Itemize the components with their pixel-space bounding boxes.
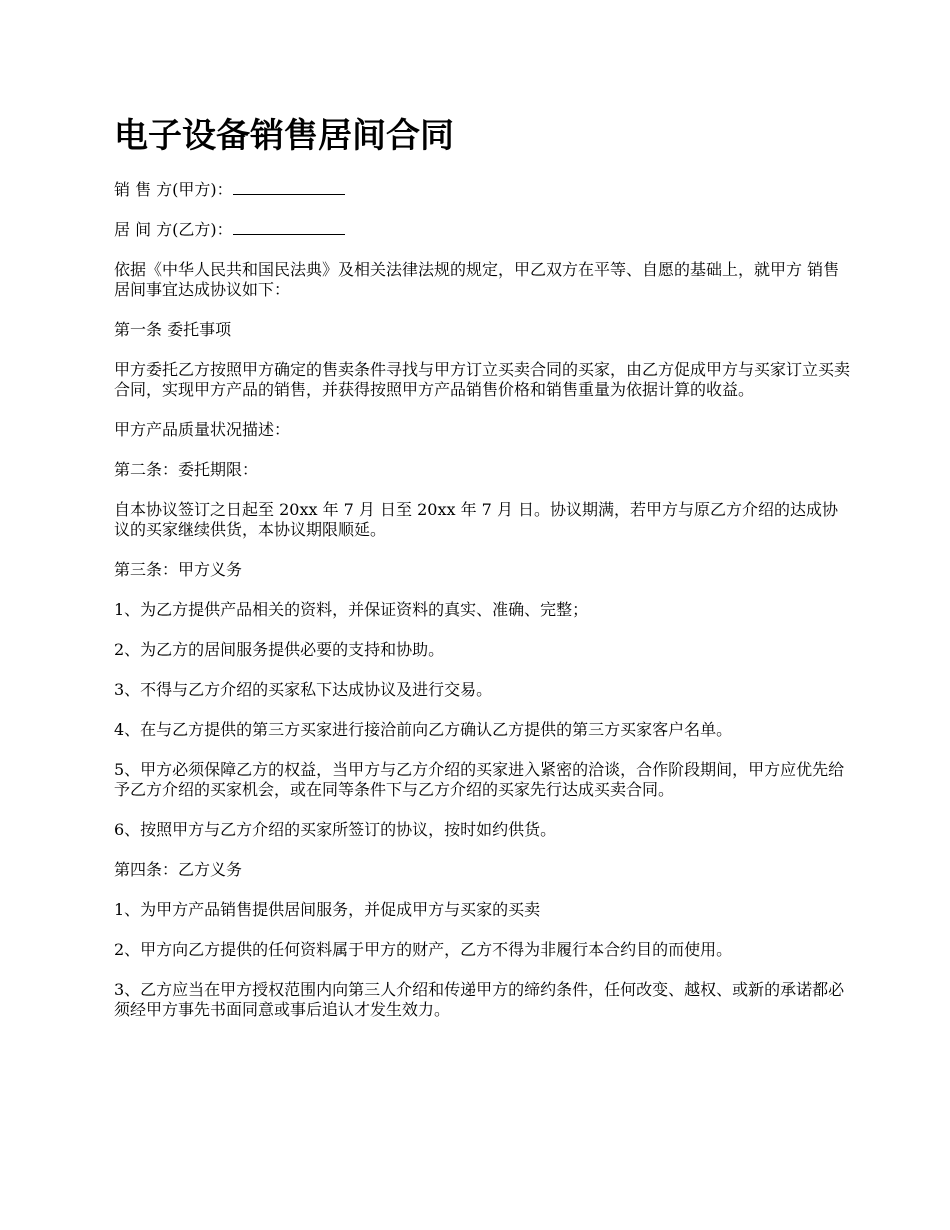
- seller-name-blank: [233, 180, 345, 195]
- article-4-item-1: 1、为甲方产品销售提供居间服务，并促成甲方与买家的买卖: [114, 900, 541, 919]
- seller-label: 销 售 方(甲方)：: [114, 180, 233, 199]
- seller-party-line: [114, 180, 854, 200]
- article-3-item-6: 6、按照甲方与乙方介绍的买家所签订的协议，按时如约供货。: [114, 820, 557, 839]
- article-2-heading: 第二条：委托期限：: [114, 460, 259, 479]
- article-3-item-4: 4、在与乙方提供的第三方买家进行接洽前向乙方确认乙方提供的第三方买家客户名单。: [114, 720, 733, 739]
- article-3-item-3: 3、不得与乙方介绍的买家私下达成协议及进行交易。: [114, 680, 493, 699]
- broker-name-blank: [233, 220, 345, 235]
- broker-label: 居 间 方(乙方)：: [114, 220, 233, 239]
- article-1-body: 甲方委托乙方按照甲方确定的售卖条件寻找与甲方订立买卖合同的买家，由乙方促成甲方与买家订立买卖合同，实现甲方产品的销售，并获得按照甲方产品销售价格和销售重量为依据计算的收益。: [114, 360, 851, 399]
- preamble-paragraph: 依据《中华人民共和国民法典》及相关法律法规的规定，甲乙双方在平等、自愿的基础上，就甲方 销售居间事宜达成协议如下：: [114, 260, 840, 299]
- article-4-item-2: 2、甲方向乙方提供的任何资料属于甲方的财产，乙方不得为非履行本合约目的而使用。: [114, 940, 733, 959]
- article-3-heading: 第三条：甲方义务: [114, 560, 243, 579]
- broker-party-line: [114, 220, 854, 240]
- article-3-item-1: 1、为乙方提供产品相关的资料，并保证资料的真实、准确、完整；: [114, 600, 589, 619]
- document-title: 电子设备销售居间合同: [114, 116, 454, 156]
- article-3-item-2: 2、为乙方的居间服务提供必要的支持和协助。: [114, 640, 445, 659]
- article-4-heading: 第四条：乙方义务: [114, 860, 243, 879]
- article-4-item-3: 3、乙方应当在甲方授权范围内向第三人介绍和传递甲方的缔约条件，任何改变、越权、或新的承诺都必须经甲方事先书面同意或事后追认才发生效力。: [114, 980, 845, 1019]
- article-1-heading: 第一条 委托事项: [114, 320, 232, 339]
- article-3-item-5: 5、甲方必须保障乙方的权益，当甲方与乙方介绍的买家进入紧密的洽谈，合作阶段期间，甲方应优先给予乙方介绍的买家机会，或在同等条件下与乙方介绍的买家先行达成买卖合同。: [114, 760, 845, 799]
- article-2-body: 自本协议签订之日起至 20xx 年 7 月 日至 20xx 年 7 月 日。协议期满，若甲方与原乙方介绍的达成协议的买家继续供货，本协议期限顺延。: [114, 500, 839, 539]
- product-quality-line: 甲方产品质量状况描述：: [114, 420, 291, 439]
- document-page: [114, 112, 854, 1040]
